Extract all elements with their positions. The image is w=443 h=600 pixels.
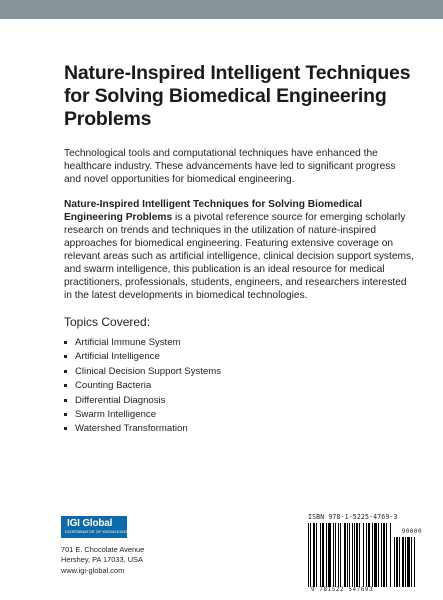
barcode-bar [328,523,331,587]
barcode-bar [313,523,315,587]
publisher-website: www.igi-global.com [61,565,125,575]
barcode-bar [344,523,346,587]
barcode-bar [352,523,353,587]
barcode-bar [372,523,373,587]
topic-item: Differential Diagnosis [64,394,414,408]
barcode-bar [340,523,341,587]
barcode-bar [354,523,355,587]
barcode-bar [308,523,309,587]
barcode-bar [326,523,327,587]
addon-barcode-icon [394,537,422,591]
barcode-bar [383,523,385,587]
barcode-bar [363,523,364,587]
topics-list [64,336,414,437]
barcode-bar [322,523,324,587]
topic-item: Counting Bacteria [64,379,414,393]
square-bullet-icon [64,427,67,430]
topic-item: Clinical Decision Support Systems [64,365,414,379]
topic-item: Artificial Immune System [64,336,414,350]
barcode-bar [390,523,391,587]
barcode-digits: 9 781522 547693 [311,587,374,593]
barcode-bar [399,537,400,587]
logo-name: IGI Global [67,518,113,529]
book-title: Nature-Inspired Intelligent Techniques for Solving Biomedical Engineering Problems [64,62,411,130]
intro-paragraph: Technological tools and computational techniques have enhanced the healthcare industry. These advancements have led to significant progress and novel opportunities for biomedical engineering. [64,148,396,185]
barcode-bar [347,523,348,587]
publisher-address [61,545,144,576]
barcode-bar [349,523,350,587]
description-bold-title: Nature-Inspired Intelligent Techniques for Solving Biomedical Engineering Problems [64,199,363,223]
barcode-bar [320,523,321,587]
topic-item: Watershed Transformation [64,422,414,436]
topic-item: Swarm Intelligence [64,408,414,422]
address-line-2: Hershey, PA 17033, USA [61,555,143,565]
barcode-bar [411,537,412,587]
barcode-icon [308,523,392,591]
barcode-bar [366,523,367,587]
barcode-bar [333,523,334,587]
logo-tagline: DISSEMINATOR OF KNOWLEDGE [65,530,129,534]
barcode-bar [359,523,360,587]
barcode-bar [381,523,382,587]
topic-item: Artificial Intelligence [64,350,414,364]
isbn-label: ISBN 978-1-5225-4769-3 [308,513,398,521]
topics-heading: Topics Covered: [64,315,151,329]
address-line-1: 701 E. Chocolate Avenue [61,545,145,554]
description-paragraph [64,198,414,302]
barcode-bar [316,523,317,587]
barcode-bar [368,523,370,587]
barcode-bar [378,523,379,587]
square-bullet-icon [64,399,67,402]
square-bullet-icon [64,341,67,344]
isbn-block [308,513,422,595]
barcode-bar [374,523,377,587]
barcode-area [308,523,422,595]
barcode-bar [356,523,358,587]
isbn-addon: 90000 [401,529,422,535]
barcode-bar [396,537,398,587]
barcode-bar [402,537,404,587]
top-bar [0,0,443,19]
barcode-bar [338,523,339,587]
barcode-bar [405,537,406,587]
publisher-logo [61,516,127,538]
square-bullet-icon [64,370,67,373]
barcode-bar [335,523,336,587]
description-body: is a pivotal reference source for emerging scholarly research on trends and techniques in the utilization of nature-inspired approaches for biomedical engineering. Featuring extensive coverage on relevant areas such as artificial intelligence, clinical decision support systems, and swarm intelligence, this publication is an ideal resource for medical practitioners, professionals, students, engineers, and researchers interested in the latest developments in biomedical technologies. [64,212,414,301]
square-bullet-icon [64,413,67,416]
square-bullet-icon [64,355,67,358]
barcode-bar [386,523,387,587]
barcode-bar [394,537,395,587]
square-bullet-icon [64,384,67,387]
barcode-bar [407,537,410,587]
barcode-bar [310,523,311,587]
barcode-bar [414,537,415,587]
back-cover-content [64,19,414,437]
